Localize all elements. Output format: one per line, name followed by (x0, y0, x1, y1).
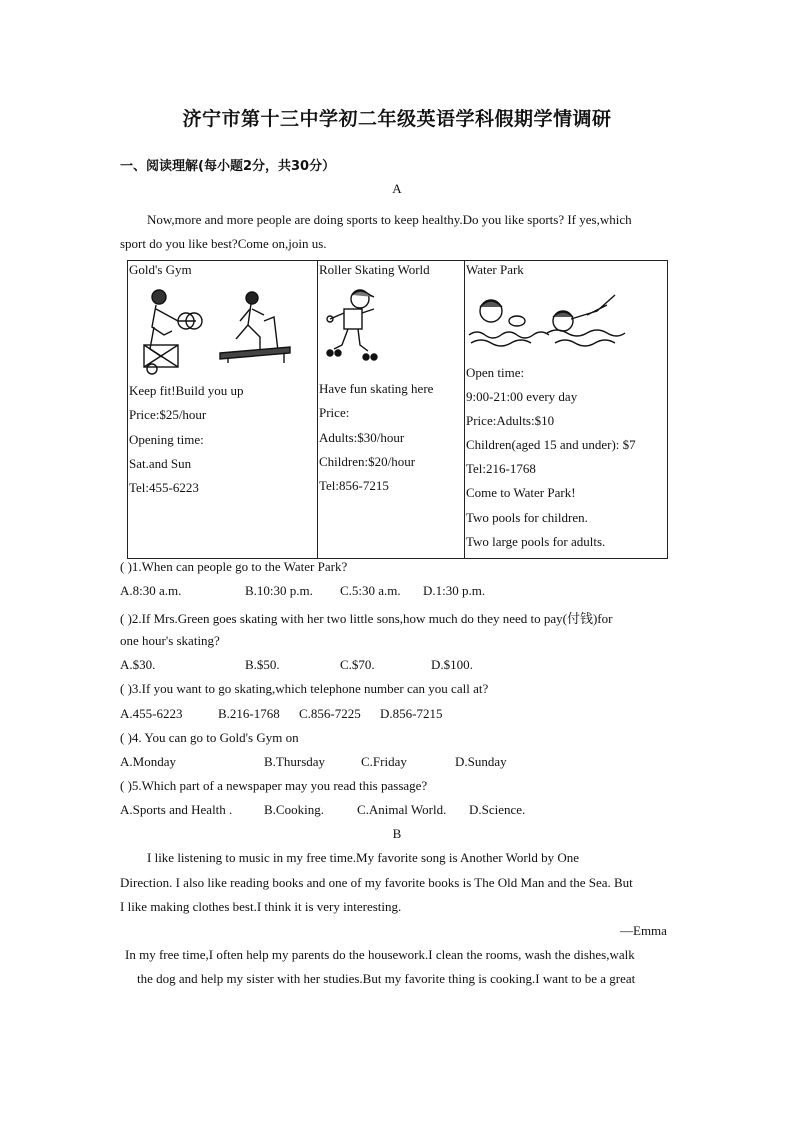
question-2-option-d[interactable]: D.$100. (431, 657, 473, 672)
gym-line-4: Sat.and Sun (129, 456, 192, 471)
gym-line-2: Price:$25/hour (129, 407, 207, 422)
question-2-option-c[interactable]: C.$70. (340, 657, 375, 672)
question-1-option-d[interactable]: D.1:30 p.m. (423, 583, 486, 598)
question-5-option-b[interactable]: B.Cooking. (264, 802, 324, 817)
intro-line-1: Now,more and more people are doing sports to keep healthy.Do you like sports? If yes,which (147, 212, 632, 227)
question-1-option-a[interactable]: A.8:30 a.m. (120, 583, 182, 598)
part-a-label: A (392, 181, 402, 196)
part-b-label: B (392, 826, 402, 841)
question-4-option-a[interactable]: A.Monday (120, 754, 176, 769)
question-4-option-c[interactable]: C.Friday (361, 754, 407, 769)
question-1-stem: ( )1.When can people go to the Water Park? (120, 559, 348, 574)
question-5-option-a[interactable]: A.Sports and Health . (120, 802, 233, 817)
skating-line-4: Children:$20/hour (319, 454, 416, 469)
question-4-option-d[interactable]: D.Sunday (455, 754, 507, 769)
skating-line-3: Adults:$30/hour (319, 430, 405, 445)
page-title: 济宁市第十三中学初二年级英语学科假期学情调研 (182, 108, 612, 130)
question-4-option-b[interactable]: B.Thursday (264, 754, 326, 769)
roller-skater-illustration (320, 287, 386, 363)
water-line-6: Come to Water Park! (466, 485, 576, 500)
water-line-7: Two pools for children. (466, 510, 588, 525)
emma-signature: —Emma (620, 923, 667, 938)
emma-line-1: I like listening to music in my free time.My favorite song is Another World by One (147, 850, 579, 865)
question-3-option-d[interactable]: D.856-7215 (380, 706, 443, 721)
intro-line-2: sport do you like best?Come on,join us. (120, 236, 327, 251)
question-1-option-c[interactable]: C.5:30 a.m. (340, 583, 401, 598)
question-2-stem-cont: one hour's skating? (120, 633, 220, 648)
skating-name: Roller Skating World (319, 262, 430, 277)
gym-cell (128, 261, 318, 559)
question-2-stem: ( )2.If Mrs.Green goes skating with her two little sons,how much do they need to pay(付钱)for (120, 611, 613, 626)
question-5-stem: ( )5.Which part of a newspaper may you read this passage? (120, 778, 428, 793)
water-park-name: Water Park (466, 262, 524, 277)
question-3-option-a[interactable]: A.455-6223 (120, 706, 183, 721)
water-line-1: Open time: (466, 365, 525, 380)
water-park-cell (465, 261, 668, 559)
gym-name: Gold's Gym (129, 262, 192, 277)
water-line-4: Children(aged 15 and under): $7 (466, 437, 636, 452)
next-line-1: In my free time,I often help my parents do the housework.I clean the rooms, wash the dishes,walk (125, 947, 635, 962)
skating-line-5: Tel:856-7215 (319, 478, 389, 493)
swimmers-illustration (467, 285, 627, 361)
gym-line-1: Keep fit!Build you up (129, 383, 244, 398)
gym-line-5: Tel:455-6223 (129, 480, 199, 495)
treadmill-runner-illustration (214, 291, 294, 365)
question-3-option-b[interactable]: B.216-1768 (218, 706, 280, 721)
water-line-8: Two large pools for adults. (466, 534, 606, 549)
question-1-option-b[interactable]: B.10:30 p.m. (245, 583, 313, 598)
emma-line-2: Direction. I also like reading books and one of my favorite books is The Old Man and the Sea. But (120, 875, 633, 890)
question-4-stem: ( )4. You can go to Gold's Gym on (120, 730, 299, 745)
skating-cell (318, 261, 465, 559)
skating-line-1: Have fun skating here (319, 381, 434, 396)
water-line-2: 9:00-21:00 every day (466, 389, 578, 404)
question-2-option-a[interactable]: A.$30. (120, 657, 156, 672)
question-5-option-c[interactable]: C.Animal World. (357, 802, 447, 817)
emma-line-3: I like making clothes best.I think it is very interesting. (120, 899, 402, 914)
question-5-option-d[interactable]: D.Science. (469, 802, 526, 817)
section-heading: 一、阅读理解(每小题2分，共30分） (120, 159, 336, 174)
skating-line-2: Price: (319, 405, 350, 420)
weightlifter-illustration (134, 287, 210, 375)
water-line-3: Price:Adults:$10 (466, 413, 555, 428)
question-3-option-c[interactable]: C.856-7225 (299, 706, 361, 721)
question-3-stem: ( )3.If you want to go skating,which telephone number can you call at? (120, 681, 489, 696)
water-line-5: Tel:216-1768 (466, 461, 536, 476)
ads-table (127, 260, 668, 559)
question-2-option-b[interactable]: B.$50. (245, 657, 280, 672)
gym-line-3: Opening time: (129, 432, 204, 447)
next-line-2: the dog and help my sister with her studies.But my favorite thing is cooking.I want to be a great (137, 971, 636, 986)
